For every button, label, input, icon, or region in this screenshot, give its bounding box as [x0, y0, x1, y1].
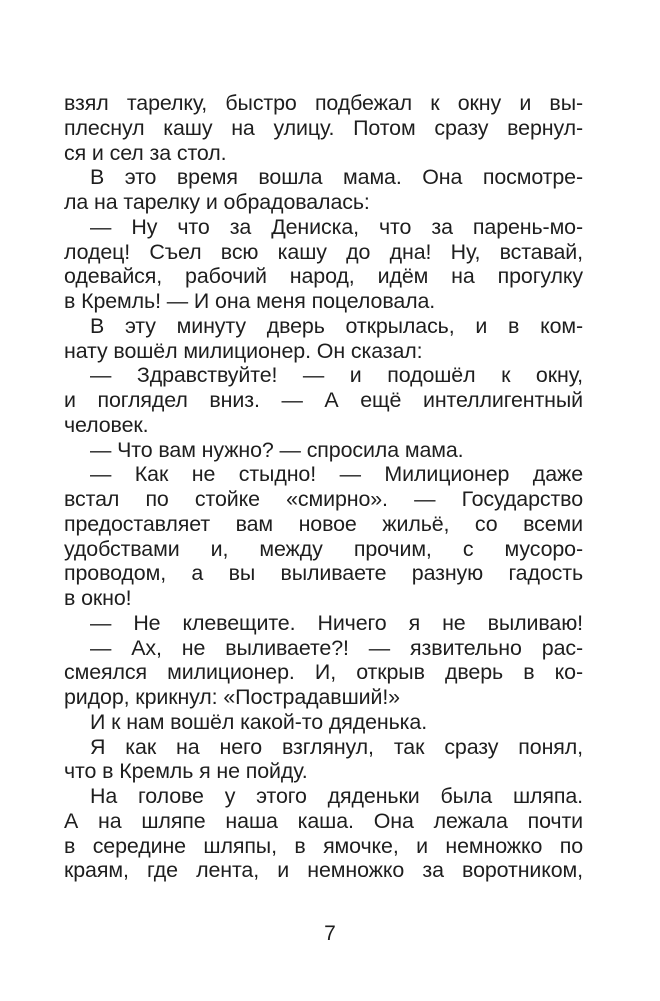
text-line: в середине шляпы, в ямочке, и немножко по	[64, 833, 583, 858]
text-line: ридор, крикнул: «Пострадавший!»	[64, 685, 400, 709]
text-line: — Ну что за Дениска, что за парень-мо-	[90, 214, 583, 239]
text-line: краям, где лента, и немножко за воротником,	[64, 858, 583, 883]
text-line: — Как не стыдно! — Милиционер даже	[90, 462, 583, 487]
text-line: В это время вошла мама. Она посмотре-	[90, 165, 583, 190]
text-line: и поглядел вниз. — А ещё интеллигентный	[64, 388, 583, 412]
text-line: плеснул кашу на улицу. Потом сразу вернул-	[64, 115, 583, 140]
text-line: в Кремль! — И она меня поцеловала.	[64, 289, 436, 313]
page-number: 7	[324, 922, 336, 945]
text-line: Я как на него взглянул, так сразу понял,	[90, 734, 583, 759]
text-line: На голове у этого дяденьки была шляпа.	[90, 784, 583, 808]
text-line: — Не клевещите. Ничего я не выливаю!	[90, 610, 583, 635]
text-line: нату вошёл милиционер. Он сказал:	[64, 338, 423, 363]
text-line: проводом, а вы выливаете разную гадость	[64, 561, 583, 586]
text-line: человек.	[64, 412, 149, 437]
text-line: что в Кремль я не пойду.	[64, 759, 308, 784]
text-line: — Ах, не выливаете?! — язвительно рас-	[90, 635, 583, 660]
text-line: В эту минуту дверь открылась, и в ком-	[90, 313, 583, 338]
body-text	[64, 91, 583, 883]
text-line: в окно!	[64, 586, 132, 610]
text-line: ла на тарелку и обрадовалась:	[64, 190, 370, 214]
text-line: предоставляет вам новое жильё, со всеми	[64, 511, 583, 536]
text-line: встал по стойке «смирно». — Государство	[64, 487, 583, 511]
text-line: И к нам вошёл какой-то дяденька.	[90, 709, 428, 734]
text-line: удобствами и, между прочим, с мусоро-	[64, 536, 583, 561]
text-line: взял тарелку, быстро подбежал к окну и вы-	[64, 91, 583, 115]
text-line: — Что вам нужно? — спросила мама.	[90, 437, 464, 462]
text-line: А на шляпе наша каша. Она лежала почти	[64, 808, 583, 833]
text-line: ся и сел за стол.	[64, 140, 227, 165]
text-line: смеялся милиционер. И, открыв дверь в ко-	[64, 660, 583, 685]
text-line: — Здравствуйте! — и подошёл к окну,	[90, 363, 583, 388]
text-line: лодец! Съел всю кашу до дна! Ну, вставай,	[64, 239, 583, 264]
text-line: одевайся, рабочий народ, идём на прогулку	[64, 264, 583, 289]
